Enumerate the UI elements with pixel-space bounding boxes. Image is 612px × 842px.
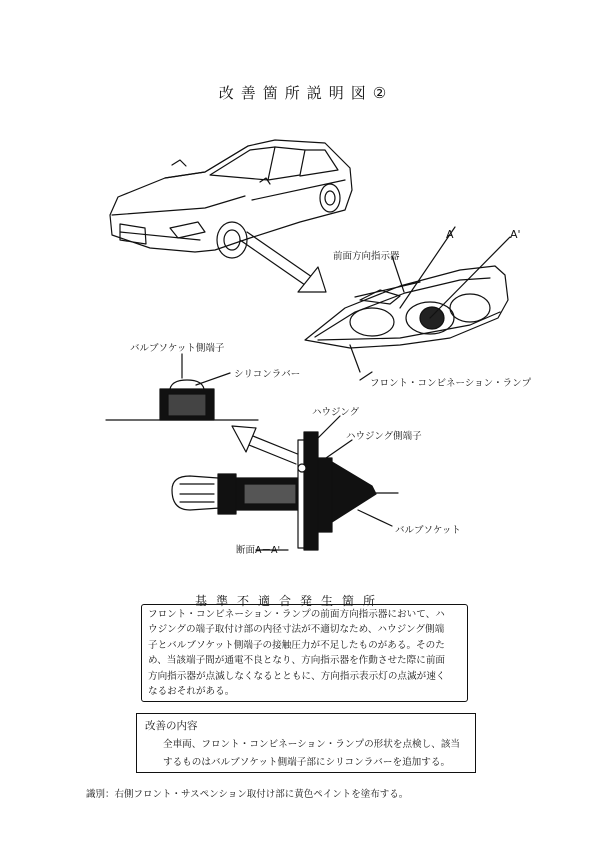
improvement-heading: 改善の内容 — [145, 720, 198, 732]
label-point-a-prime: A' — [510, 228, 521, 241]
nonconformity-box — [141, 604, 468, 702]
label-front-combination-lamp: フロント・コンビネーション・ランプ — [370, 378, 532, 389]
label-front-indicator: 前面方向指示器 — [333, 251, 400, 262]
nonconformity-line: 子とバルブソケット側端子の接触圧力が不足したものがある。そのた — [148, 639, 445, 651]
label-silicone-rubber: シリコンラバー — [234, 369, 301, 380]
label-housing: ハウジング — [312, 407, 360, 418]
nonconformity-line: フロント・コンビネーション・ランプの前面方向指示器において、ハ — [148, 609, 445, 620]
label-housing-terminal: ハウジング側端子 — [346, 431, 422, 442]
nonconformity-line: め、当該端子間が通電不良となり、方向指示器を作動させた際に前面 — [148, 655, 446, 667]
label-bulb-socket: バルブソケット — [395, 525, 461, 536]
improvement-box — [136, 713, 476, 773]
page-title: 改善箇所説明図② — [218, 84, 394, 102]
pointer-arrow-car — [240, 232, 326, 292]
nonconformity-line: なるおそれがある。 — [148, 686, 235, 698]
improvement-line: 全車両、フロント・コンビネーション・ランプの形状を点検し、該当 — [163, 739, 461, 750]
label-section: 断面A－A' — [236, 545, 281, 556]
label-point-a: A — [446, 228, 454, 241]
identification-note: 識別：右側フロント・サスペンション取付け部に黄色ペイントを塗布する。 — [86, 789, 409, 800]
silicone-rubber-detail — [106, 354, 258, 420]
label-bulb-socket-terminal: バルブソケット側端子 — [130, 343, 225, 354]
pointer-arrow-section — [232, 426, 300, 464]
improvement-line: するものはバルブソケット側端子部にシリコンラバーを追加する。 — [163, 757, 451, 768]
nonconformity-line: 方向指示器が点滅しなくなるとともに、方向指示表示灯の点滅が速く — [148, 670, 446, 682]
nonconformity-heading: 基準不適合発生箇所 — [195, 594, 385, 608]
car-illustration — [110, 140, 352, 258]
nonconformity-line: ウジングの端子取付け部の内径寸法が不適切なため、ハウジング側端 — [148, 624, 445, 636]
